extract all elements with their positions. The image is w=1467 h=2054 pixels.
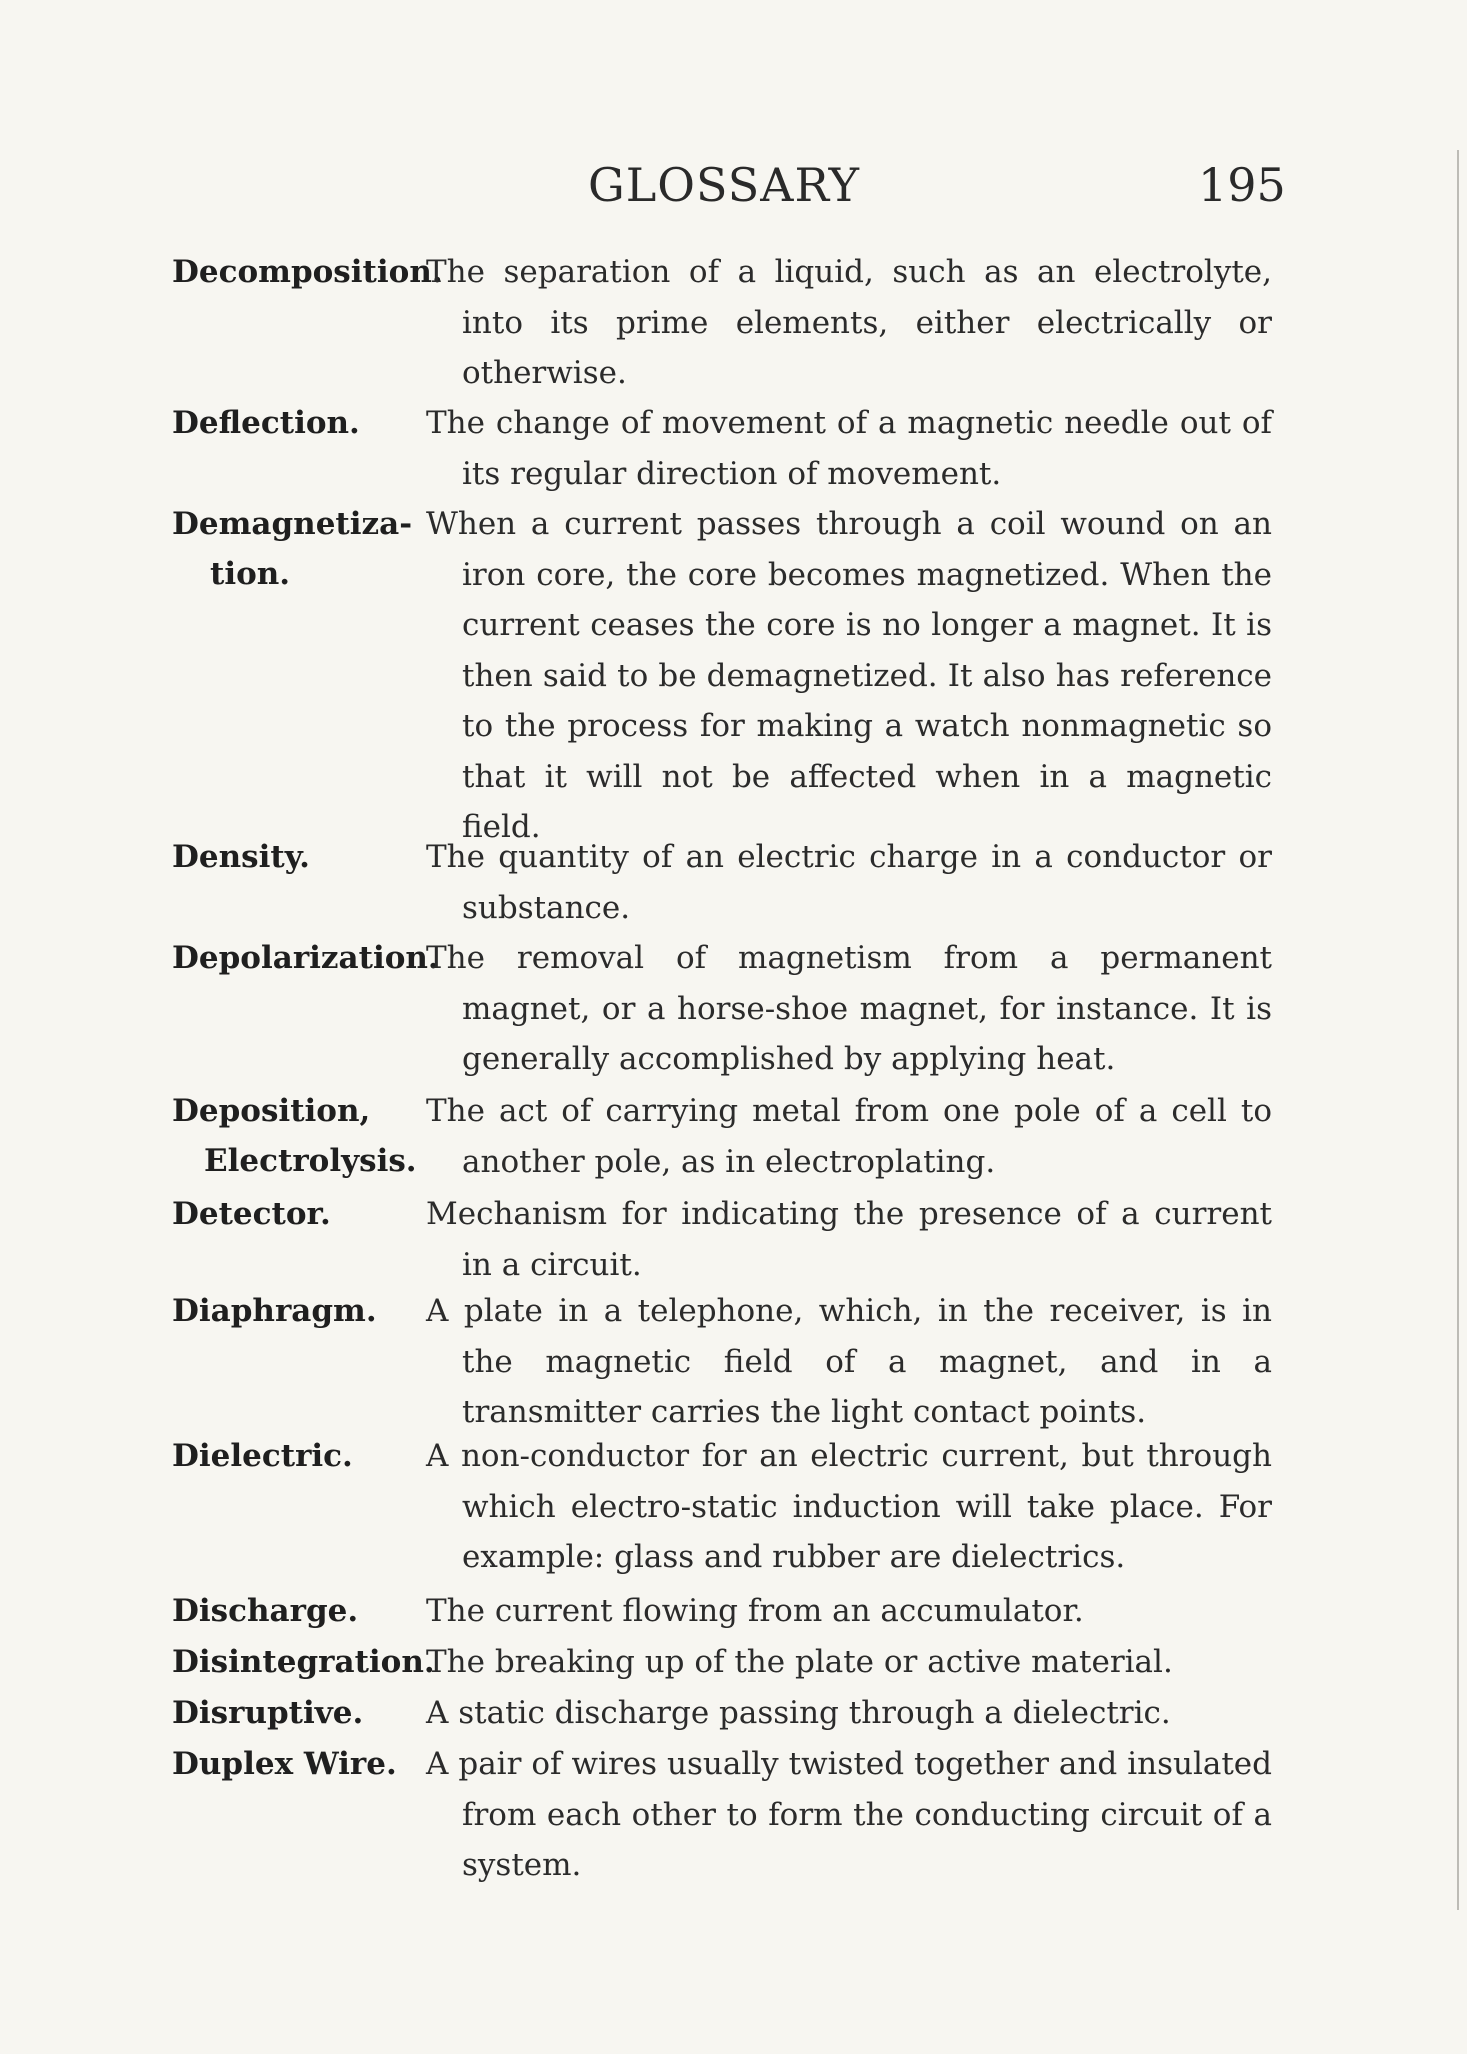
entry-definition: The separation of a liquid, such as an electrolyte, into its prime elements, either electrically or otherwise. xyxy=(426,254,1272,391)
entry-term: Dielectric. xyxy=(172,1438,353,1474)
entry-term-continuation: tion. xyxy=(210,556,291,592)
entry-definition: A pair of wires usually twisted together and insulated from each other to form the conducting circuit of a system. xyxy=(426,1746,1272,1883)
entry-term: Disintegration. xyxy=(172,1644,435,1680)
page-title: GLOSSARY xyxy=(588,158,861,212)
entry-definition: When a current passes through a coil wound on an iron core, the core becomes magnetized. When the current ceases the core is no longer a magnet. It is then said to be demagnetized. It also has reference to the process for making a watch nonmagnetic so that it will not be affected when in a magnetic field. xyxy=(426,506,1272,845)
entry-definition: A static discharge passing through a dielectric. xyxy=(426,1695,1171,1731)
entry-term: Decomposition. xyxy=(172,254,443,290)
entry-term: Duplex Wire. xyxy=(172,1746,397,1782)
page-edge-line xyxy=(1457,150,1459,1910)
entry-term: Detector. xyxy=(172,1196,331,1232)
entry-term: Diaphragm. xyxy=(172,1293,377,1329)
entry-definition: The change of movement of a magnetic needle out of its regular direction of movement. xyxy=(426,405,1272,492)
entry-definition: Mechanism for indicating the presence of a current in a circuit. xyxy=(426,1196,1272,1283)
entry-term-line: Deposition, xyxy=(172,1093,371,1129)
entry-definition: The removal of magnetism from a permanent magnet, or a horse-shoe magnet, for instance. It is generally accomplished by applying heat. xyxy=(426,940,1272,1077)
entry-term xyxy=(172,1086,417,1186)
entry-definition: A plate in a telephone, which, in the receiver, is in the magnetic field of a magnet, and in a transmitter carries the light contact points. xyxy=(426,1293,1272,1430)
entry-definition: The act of carrying metal from one pole of a cell to another pole, as in electroplating. xyxy=(426,1093,1272,1180)
entry-term: Depolarization. xyxy=(172,940,439,976)
entry-term: Disruptive. xyxy=(172,1695,364,1731)
entry-term-continuation: Electrolysis. xyxy=(204,1143,417,1179)
entry-definition: The quantity of an electric charge in a conductor or substance. xyxy=(426,839,1272,926)
entry-term xyxy=(172,499,412,599)
entry-definition: The breaking up of the plate or active material. xyxy=(426,1644,1173,1680)
entry-definition: The current flowing from an accumulator. xyxy=(426,1593,1084,1629)
entry-term: Density. xyxy=(172,839,310,875)
entry-definition: A non-conductor for an electric current, but through which electro-static induction will take place. For example: glass and rubber are dielectrics. xyxy=(426,1438,1272,1575)
page-number: 195 xyxy=(1198,158,1286,212)
entry-term: Deflection. xyxy=(172,405,360,441)
entry-term: Discharge. xyxy=(172,1593,359,1629)
entry-term-line: Demagnetiza- xyxy=(172,506,413,542)
